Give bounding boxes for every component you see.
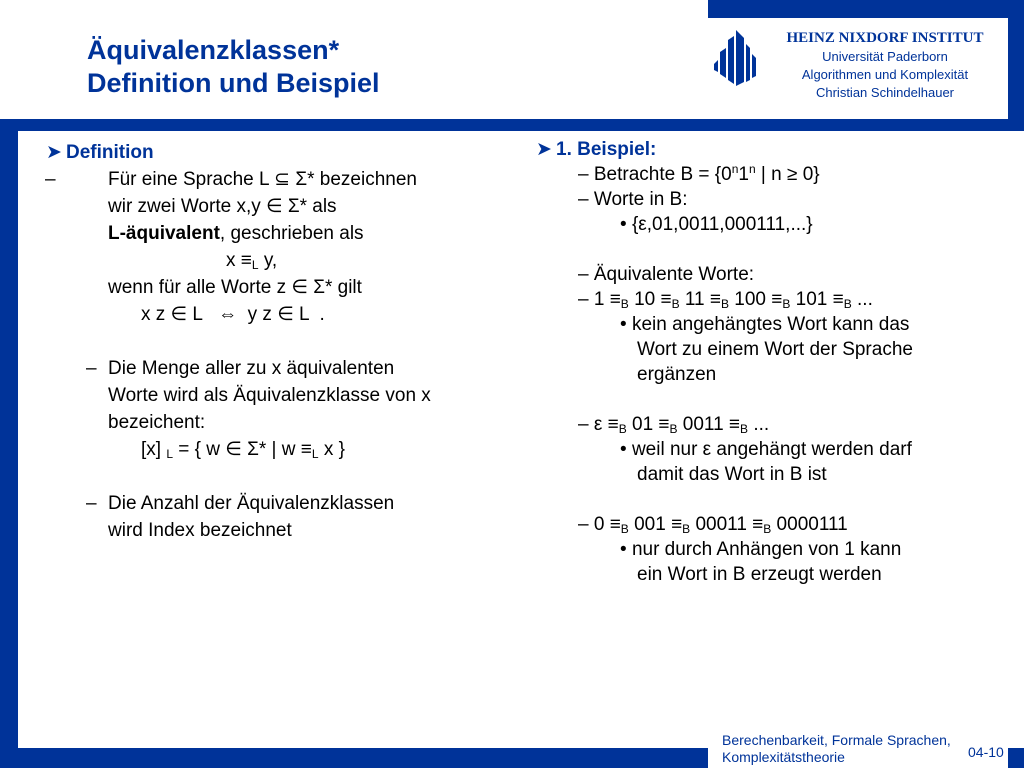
example-line-9: – $\varepsilon \equiv_B$ $01 \equiv_B$ $0011 \equiv_B$ ... <box>578 414 770 436</box>
example-line-2: – Worte in B: <box>578 189 688 210</box>
example-line-11: damit das Wort in B ist <box>637 464 827 485</box>
def-line-6: x z ∈ L ⇔ y z ∈ L . <box>141 304 325 325</box>
course-name-line-1: Berechenbarkeit, Formale Sprachen, <box>722 732 951 748</box>
class-line-1: – Die Menge aller zu x äquivalenten <box>46 355 506 382</box>
header-divider-bar <box>0 119 1024 131</box>
course-name-line-2: Komplexitätstheorie <box>722 749 845 765</box>
example-line-12: – $0 \equiv_B$ $001 \equiv_B$ $00011 \equiv_B$ 0000111 <box>578 514 848 536</box>
institute-name: HEINZ NIXDORF INSTITUT <box>786 30 984 46</box>
left-frame-bar <box>0 119 18 749</box>
example-line-4: – Äquivalente Worte: <box>578 264 755 285</box>
definition-heading: ➤ Definition <box>46 139 506 166</box>
course-footer <box>722 732 982 766</box>
def-line-1: – Für eine Sprache L ⊆ Σ* bezeichnen <box>46 166 506 193</box>
example-line-5: – $1 \equiv_B$ $10 \equiv_B$ $11 \equiv_B$ $100 \equiv_B$ $101 \equiv_B$ ... <box>578 289 873 311</box>
def-line-2: wir zwei Worte x,y ∈ Σ* als <box>108 196 337 217</box>
definition-column <box>46 139 506 544</box>
example-line-14: ein Wort in B erzeugt werden <box>637 564 882 585</box>
class-line-2: Worte wird als Äquivalenzklasse von x <box>108 385 431 406</box>
example-line-6: • kein angehängtes Wort kann das <box>620 314 910 335</box>
example-column <box>536 137 1006 587</box>
group-name: Algorithmen und Komplexität <box>801 67 969 82</box>
example-line-10: • weil nur ε angehängt werden darf <box>620 439 912 460</box>
def-line-3: L-äquivalent, geschrieben als <box>108 223 364 244</box>
def-line-5: wenn für alle Worte z ∈ Σ* gilt <box>108 277 362 298</box>
right-frame-bar <box>1008 0 1024 120</box>
top-frame-bar <box>708 0 1024 18</box>
university-name: Universität Paderborn <box>822 49 948 64</box>
example-heading: ➤ 1. Beispiel: <box>536 139 657 160</box>
example-line-8: ergänzen <box>637 364 717 385</box>
def-line-4: $x \equiv_L$ y, <box>226 250 278 272</box>
index-line-1: – Die Anzahl der Äquivalenzklassen <box>46 490 506 517</box>
example-line-3: • {ε,01,0011,000111,...} <box>620 214 813 235</box>
title-line-1: Äquivalenzklassen* <box>87 35 340 65</box>
bullet-arrow-icon: ➤ <box>46 142 62 163</box>
example-line-1: – Betrachte $B = \{0^n1^n$ | n ≥ 0} <box>578 162 820 185</box>
class-line-4: [x] $_L$ = { w ∈ Σ* | $w \equiv_L$ x } <box>141 439 345 461</box>
institute-info <box>766 28 1004 102</box>
index-line-2: wird Index bezeichnet <box>108 520 292 541</box>
example-line-13: • nur durch Anhängen von 1 kann <box>620 539 902 560</box>
dash-bullet: – <box>45 169 56 190</box>
dash-bullet: – <box>86 493 97 514</box>
slide-title <box>87 34 380 100</box>
author-name: Christian Schindelhauer <box>815 85 955 100</box>
title-line-2: Definition und Beispiel <box>87 68 380 98</box>
page-number: 04-10 <box>968 744 1004 760</box>
bullet-arrow-icon: ➤ <box>536 139 552 160</box>
institute-logo-icon <box>714 30 758 86</box>
dash-bullet: – <box>86 358 97 379</box>
example-line-7: Wort zu einem Wort der Sprache <box>637 339 913 360</box>
class-line-3: bezeichent: <box>108 412 206 433</box>
